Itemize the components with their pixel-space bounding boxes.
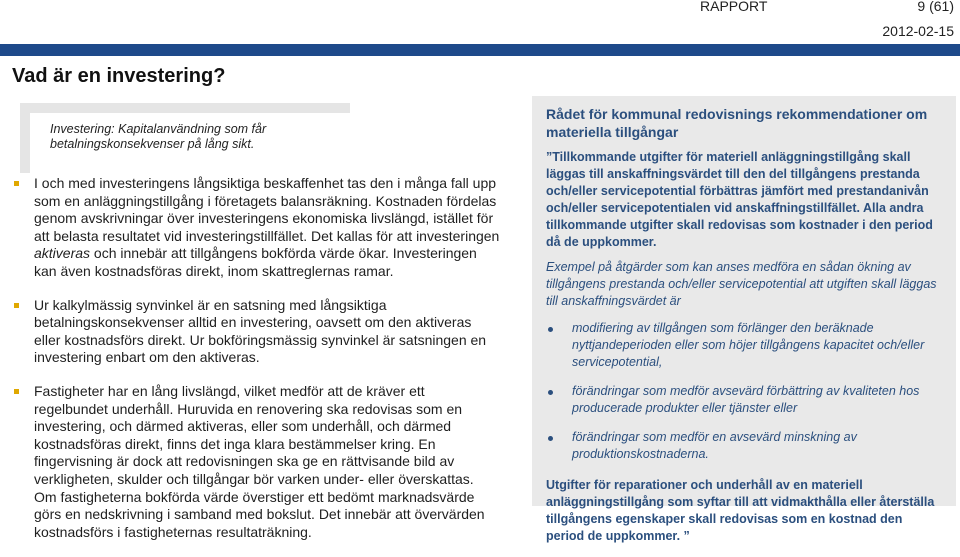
panel-title: Rådet för kommunal redovisnings rekommendationer om materiella tillgångar: [546, 106, 928, 140]
sidebar-panel: [532, 96, 956, 543]
bullet-icon: [14, 303, 19, 308]
report-label: RAPPORT: [700, 0, 768, 14]
paragraph-1-end: och innebär att tillgångens bokförda värde ökar. Investeringen kan även kostnadsföras direkt, inom skattreglernas ramar.: [34, 245, 477, 279]
callout-text: Kapitalanvändning som får betalningskonsekvenser på lång sikt.: [50, 122, 267, 151]
paragraph-3: [12, 383, 500, 541]
paragraph-2: [12, 297, 500, 367]
bullet-dot-icon: [548, 390, 553, 395]
page-header: [0, 0, 960, 20]
page-title: Vad är en investering?: [12, 65, 226, 87]
callout-label: Investering:: [50, 122, 115, 136]
list-item: [546, 383, 942, 417]
panel-example: Exempel på åtgärder som kan anses medföra en sådan ökning av tillgångens prestanda och/eller servicepotential att utgiften skall läggas till anskaffningsvärdet är: [546, 260, 937, 308]
header-bar: [0, 44, 960, 56]
paragraph-3-text: Fastigheter har en lång livslängd, vilket medför att de kräver ett regelbundet underhåll. Huruvida en renovering ska redovisas som en investering, och därmed aktiveras, eller som underhåll, och därmed kostnadsföras direkt, finns det inga klara bestämmelser kring. En fingervisning är dock att redovisningen ska ge en rättvisande bild av verkligheten, skulder och tillgångar bör varken under- eller överskattas. Om fastigheterna bokförda värde överstiger ett bedömt marknadsvärde görs en nedskrivning i samband med bokslut. Det innebär att övervärden kostnadsförs i fastigheternas resultaträkning.: [34, 382, 485, 540]
callout: [50, 122, 390, 152]
italic-term: aktiveras: [34, 245, 91, 262]
list-item-text: modifiering av tillgången som förlänger den beräknade nyttjandeperioden eller som höjer tillgångens kapacitet och/eller servicepotential,: [572, 321, 925, 369]
paragraph-2-text: Ur kalkylmässig synvinkel är en satsning med långsiktiga betalningskonsekvenser alltid en investering, oavsett om den aktiveras eller kostnadsförs direkt. Ur bokföringsmässig synvinkel är satsningen en investering enbart om den aktiveras.: [34, 296, 487, 366]
panel-quote: ”Tillkommande utgifter för materiell anläggningstillgång skall läggas till anskaffningsvärdet till den del tillgångens prestanda och/eller servicepotential förbättras jämfört med prestandanivån och/eller servicepotentialen vid anskaffningstillfället. Alla andra tillkommande utgifter skall redovisas som kostnader i den period då de uppkommer.: [546, 150, 933, 249]
left-column: [12, 175, 500, 557]
list-item-text: förändringar som medför en avsevärd minskning av produktionskostnaderna.: [572, 430, 857, 461]
panel-list: [546, 320, 942, 463]
report-date: 2012-02-15: [882, 23, 954, 39]
bullet-icon: [14, 389, 19, 394]
bullet-dot-icon: [548, 436, 553, 441]
paragraph-1-text: I och med investeringens långsiktiga beskaffenhet tas den i många fall upp som en anläggningstillgång i företagets balansräkning. Kostnaden fördelas genom avskrivningar över investeringens ekonomiska livslängd, istället för att belasta resultatet vid investeringstillfället. Det kallas för att investeringen: [34, 175, 500, 244]
bullet-dot-icon: [548, 327, 553, 332]
panel-footer-text: Utgifter för reparationer och underhåll av en materiell anläggningstillgång som syftar till att vidmakthålla eller återställa tillgångens egenskaper skall redovisas som en kostnad den period de uppkommer. ”: [546, 478, 935, 543]
paragraph-1: [12, 175, 500, 281]
list-item: [546, 320, 942, 371]
list-item-text: förändringar som medför avsevärd förbättring av kvaliteten hos producerade produkter eller tjänster eller: [572, 384, 920, 415]
list-item: [546, 429, 942, 463]
bullet-icon: [14, 181, 19, 186]
page-number: 9 (61): [917, 0, 954, 14]
